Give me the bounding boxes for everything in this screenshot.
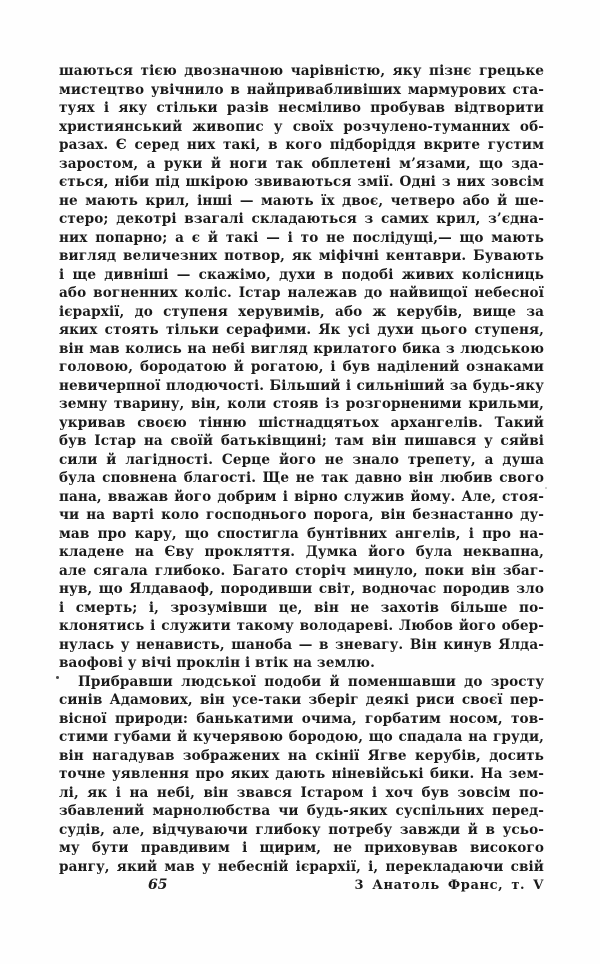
text-line: му бути правдивим і щирим, не приховував високого bbox=[59, 840, 544, 856]
text-line: рангу, який мав у небесній ієрархії, і, перекладаючи свій bbox=[59, 858, 544, 875]
text-line: збавлений марнолюбства чи будь-яких суспільних перед- bbox=[59, 803, 544, 819]
ink-speck-artifact bbox=[56, 676, 59, 679]
text-line: стими губами й кучерявою бородою, що спадала на груди, bbox=[59, 729, 544, 745]
text-line: сили й лагідності. Серце його не знало трепету, а душа bbox=[59, 451, 544, 468]
text-line: них попарно; а є й такі — і то не послідущі,— що мають bbox=[59, 229, 544, 246]
text-line: він нагадував зображених на скінії Ягве керубів, досить bbox=[59, 747, 544, 764]
text-line: був Істар на своїй батьківщині; там він пишався у сяйві bbox=[59, 433, 544, 449]
page-number: 65 bbox=[148, 877, 168, 893]
text-line: туях і яку стільки разів несміливо пробував відтворити bbox=[59, 100, 544, 116]
text-line: не мають крил, інші — мають їх двоє, четверо або й ше- bbox=[59, 192, 544, 209]
text-line: була сповнена благості. Ще не так давно він любив свого bbox=[59, 470, 544, 486]
signature-mark: 3 Анатоль Франс, т. V bbox=[354, 878, 544, 893]
body-text bbox=[59, 62, 544, 876]
text-line: вигляд величезних потвор, як міфічні кентаври. Бувають bbox=[59, 248, 544, 264]
text-line: мав про кару, що спостигла бунтівних ангелів, і про на- bbox=[59, 525, 544, 542]
text-line: чи на варті коло господнього порога, він безнастанно ду- bbox=[59, 507, 544, 523]
page-footer bbox=[59, 877, 544, 893]
text-line: яких стоять тільки серафими. Як усі духи цього ступеня, bbox=[59, 322, 544, 338]
text-line: лі, як і на небі, він звався Істаром і хоч був зовсім по- bbox=[59, 784, 544, 801]
text-line: точне уявлення про яких дають ніневійські бики. На зем- bbox=[59, 766, 544, 782]
text-line: ється, ніби під шкірою звиваються змії. Одні з них зовсім bbox=[59, 174, 544, 190]
text-line: і ще дивніші — скажімо, духи в подобі живих колісниць bbox=[59, 266, 544, 283]
text-line: пана, вважав його добрим і вірно служив йому. Але, стоя- bbox=[59, 488, 544, 505]
text-line: судів, але, відчуваючи глибоку потребу завжди й в усьо- bbox=[59, 821, 544, 838]
text-line: нув, що Ялдаваоф, породивши світ, водночас породив зло bbox=[59, 581, 544, 597]
text-line: ієрархії, до ступеня херувимів, або ж керубів, вище за bbox=[59, 303, 544, 320]
ink-speck-artifact bbox=[545, 487, 547, 489]
text-line: земну тварину, він, коли стояв із розгорненими крильми, bbox=[59, 396, 544, 412]
text-line: кладене на Єву прокляття. Думка його була неквапна, bbox=[59, 544, 544, 560]
text-line: синів Адамових, він усе-таки зберіг деякі риси своєї пер- bbox=[59, 692, 544, 708]
text-line: християнський живопис у своїх розчулено-туманних об- bbox=[59, 118, 544, 135]
text-line: головою, бородатою й рогатою, і був наділений ознаками bbox=[59, 359, 544, 375]
text-line: мистецтво увічнило в найпривабливіших мармурових ста- bbox=[59, 81, 544, 98]
text-line: нулась у ненависть, шаноба — в зневагу. Він кинув Ялда- bbox=[59, 636, 544, 653]
text-line: стеро; декотрі взагалі складаються з самих крил, з’єдна- bbox=[59, 211, 544, 227]
text-line: невичерпної плодючості. Більший і сильніший за будь-яку bbox=[59, 377, 544, 394]
text-line: клонятись і служити такому володареві. Любов його обер- bbox=[59, 618, 544, 634]
text-line: Прибравши людської подоби й поменшавши до зросту bbox=[78, 673, 544, 690]
text-line: заростом, а руки й ноги так обплетені м’язами, що зда- bbox=[59, 155, 544, 172]
text-line: і смерть; і, зрозумівши це, він не захотів більше по- bbox=[59, 599, 544, 616]
text-line: ваофові у вічі проклін і втік на землю. bbox=[59, 655, 375, 671]
text-line: вісної природи: банькатими очима, горбатим носом, тов- bbox=[59, 710, 544, 727]
text-line: або вогненних коліс. Істар належав до найвищої небесної bbox=[59, 285, 544, 301]
text-line: укривав своєю тінню шістнадцятьох архангелів. Такий bbox=[59, 414, 544, 431]
text-line: він мав колись на небі вигляд крилатого бика з людською bbox=[59, 340, 544, 357]
text-line: але сягала глибоко. Багато сторіч минуло, поки він збаг- bbox=[59, 562, 544, 579]
text-line: шаються тією двозначною чарівністю, яку пізнє грецьке bbox=[59, 63, 544, 79]
text-line: разах. Є серед них такі, в кого підборіддя вкрите густим bbox=[59, 137, 544, 153]
